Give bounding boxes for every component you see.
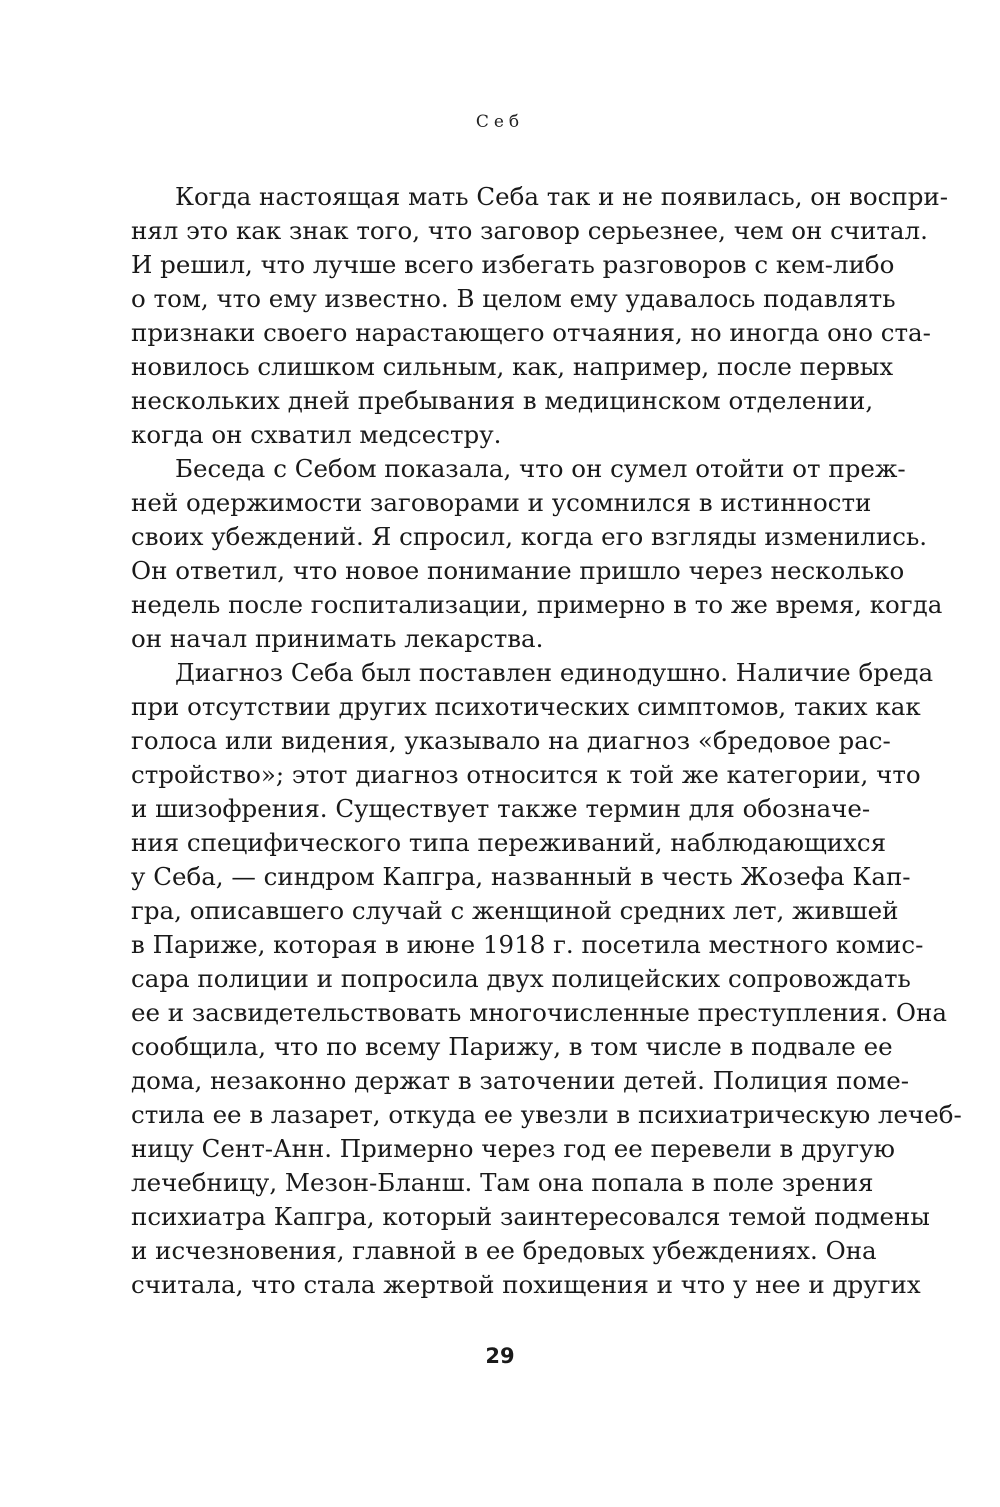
text-line: сара полиции и попросила двух полицейских сопровождать: [131, 964, 911, 993]
text-line: при отсутствии других психотических симптомов, таких как: [131, 692, 921, 721]
paragraph-2: [131, 452, 943, 656]
text-line: дома, незаконно держат в заточении детей. Полиция поме-: [131, 1066, 910, 1095]
text-line: голоса или видения, указывало на диагноз «бредовое рас-: [131, 726, 891, 755]
text-line: психиатра Капгра, который заинтересовался темой подмены: [131, 1202, 930, 1231]
text-line: гра, описавшего случай с женщиной средних лет, жившей: [131, 896, 899, 925]
text-line: Когда настоящая мать Себа так и не появилась, он воспри-: [175, 182, 949, 211]
text-line: недель после госпитализации, примерно в то же время, когда: [131, 590, 943, 619]
text-line: И решил, что лучше всего избегать разговоров с кем-либо: [131, 250, 895, 279]
text-line: сообщила, что по всему Парижу, в том числе в подвале ее: [131, 1032, 893, 1061]
text-line: своих убеждений. Я спросил, когда его взгляды изменились.: [131, 522, 928, 551]
paragraph-3: [131, 656, 962, 1302]
text-line: стройство»; этот диагноз относится к той же категории, что: [131, 760, 921, 789]
paragraph-1: [131, 180, 949, 452]
text-line: о том, что ему известно. В целом ему удавалось подавлять: [131, 284, 896, 313]
text-line: ее и засвидетельствовать многочисленные преступления. Она: [131, 998, 947, 1027]
text-line: он начал принимать лекарства.: [131, 624, 544, 653]
text-line: и исчезновения, главной в ее бредовых убеждениях. Она: [131, 1236, 877, 1265]
text-line: ней одержимости заговорами и усомнился в истинности: [131, 488, 872, 517]
page-number: 29: [485, 1344, 515, 1368]
text-line: у Себа, — синдром Капгра, названный в честь Жозефа Кап-: [131, 862, 911, 891]
text-line: и шизофрения. Существует также термин для обозначе-: [131, 794, 871, 823]
running-head: Себ: [475, 112, 525, 132]
text-line: ния специфического типа переживаний, наблюдающихся: [131, 828, 887, 857]
text-line: Он ответил, что новое понимание пришло через несколько: [131, 556, 905, 585]
text-line: Беседа с Себом показала, что он сумел отойти от преж-: [175, 454, 906, 483]
text-line: новилось слишком сильным, как, например, после первых: [131, 352, 894, 381]
text-line: Диагноз Себа был поставлен единодушно. Наличие бреда: [175, 658, 934, 687]
text-line: нял это как знак того, что заговор серьезнее, чем он считал.: [131, 216, 928, 245]
text-line: считала, что стала жертвой похищения и что у нее и других: [131, 1270, 921, 1299]
text-line: нескольких дней пребывания в медицинском отделении,: [131, 386, 874, 415]
text-line: в Париже, которая в июне 1918 г. посетила местного комис-: [131, 930, 924, 959]
body-text: [131, 180, 962, 1302]
text-line: стила ее в лазарет, откуда ее увезли в психиатрическую лечеб-: [131, 1100, 962, 1129]
text-line: ницу Сент-Анн. Примерно через год ее перевели в другую: [131, 1134, 895, 1163]
text-line: признаки своего нарастающего отчаяния, но иногда оно ста-: [131, 318, 931, 347]
text-line: когда он схватил медсестру.: [131, 420, 502, 449]
text-line: лечебницу, Мезон-Бланш. Там она попала в поле зрения: [131, 1168, 874, 1197]
